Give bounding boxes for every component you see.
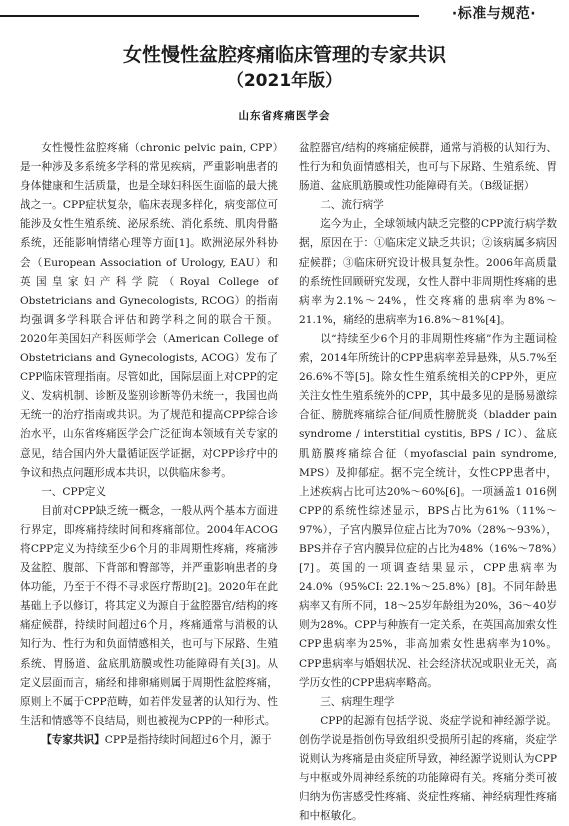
right-column	[299, 139, 557, 823]
article-title: 女性慢性盆腔疼痛临床管理的专家共识	[122, 44, 446, 66]
section-tag: ·标准与规范·	[419, 0, 569, 30]
section-heading-epidemiology: 二、流行病学	[320, 199, 384, 212]
consensus-tag: 【专家共识】	[41, 733, 105, 746]
intro-paragraph: 女性慢性盆腔疼痛（chronic pelvic pain, CPP）是一种涉及多系统多学科的常见疾病，严重影响患者的身体健康和生活质量，也是全球妇科医生面临的最大挑战之一。CPP症状复杂，临床表现多样化，病变部位可能涉及女性生殖系统、泌尿系统、消化系统、肌肉骨骼系统，还能影响情绪心理等方面[1]。欧洲泌尿外科协会（European Association of Urology, EAU）和英国皇家妇产科学院（Royal College of Obstetricians and Gynecologists, RCOG）的指南均强调多学科联合评估和跨学科之间的联合干预。2020年美国妇产科医师学会（American College of Obstetricians and Gynecologists, ACOG）发布了CPP临床管理指南。尽管如此，国际层面上对CPP的定义、发病机制、诊断及鉴别诊断等仍未统一，我国也尚无统一的治疗指南或共识。为了规范和提高CPP综合诊治水平，山东省疼痛医学会广泛征询本领域有关专家的意见，结合国内外大量循证医学证据，对CPP诊疗中的争议和热点问题形成本共识，以供临床参考。	[20, 142, 278, 479]
section-heading-definition: 一、CPP定义	[41, 485, 106, 498]
article-subtitle: （2021年版）	[226, 71, 343, 91]
article-author: 山东省疼痛医学会	[238, 110, 331, 122]
section-heading-pathophysiology: 三、病理生理学	[320, 695, 395, 708]
epidemiology-paragraph-1: 迄今为止，全球领域内缺乏完整的CPP流行病学数据，原因在于：①临床定义缺乏共识；②该病属多病因症候群；③临床研究设计极具复杂性。2006年高质量的系统性回顾研究发现，女性人群中非周期性疼痛的患病率为2.1%～24%，性交疼痛的患病率为8%～21.1%，痛经的患病率为16.8%～81%[4]。	[299, 218, 557, 326]
consensus-text: CPP是指持续时间超过6个月，源于	[104, 733, 272, 746]
pathophysiology-paragraph: CPP的起源有包括学说、炎症学说和神经源学说。创伤学说是指创伤导致组织受损所引起的疼痛，炎症学说则认为疼痛是由炎症所导致，神经源学说则认为CPP与中枢或外周神经系统的功能障碍有关。疼痛分类可被归纳为伤害感受性疼痛、炎症性疼痛、神经病理性疼痛和中枢敏化。	[299, 714, 557, 823]
consensus-paragraph	[20, 731, 278, 750]
epidemiology-paragraph-2: 以“持续至少6个月的非周期性疼痛”作为主题词检索，2014年所统计的CPP患病率差异悬殊，从5.7%至26.6%不等[5]。除女性生殖系统相关的CPP外，更应关注女性生殖系统外的CPP，其中最多见的是肠易激综合征、膀胱疼痛综合征/间质性膀胱炎（bladder pain syndrome / interstitial cystitis, BPS / IC）、盆底肌筋膜疼痛综合征（myofascial pain syndrome, MPS）及抑郁症。据不完全统计，女性CPP患者中，上述疾病占比可达20%～60%[6]。一项涵盖1 016例CPP的系统性综述显示，BPS占比为61%（11%～97%），子宫内膜异位症占比为70%（28%～93%），BPS并存子宫内膜异位症的占比为48%（16%～78%）[7]。英国的一项调查结果显示，CPP患病率为24.0%（95%CI: 22.1%～25.8%）[8]。不同年龄患病率又有所不同，18～25岁年龄组为20%，36～40岁则为28%。CPP与种族有一定关系，在英国高加索女性CPP患病率为25%，非高加索女性患病率为10%。CPP患病率与婚姻状况、社会经济状况或职业无关，高学历女性的CPP患病率略高。	[299, 332, 557, 689]
consensus-continued-paragraph: 盆腔器官/结构的疼痛症候群，通常与消极的认知行为、性行为和负面情感相关，也可与下尿路、生殖系统、胃肠道、盆底肌筋膜或性功能障碍有关。（B级证据）	[299, 142, 557, 193]
definition-paragraph: 目前对CPP缺乏统一概念，一般从两个基本方面进行界定，即疼痛持续时间和疼痛部位。2004年ACOG将CPP定义为持续至少6个月的非周期性疼痛，疼痛涉及盆腔、腹部、下背部和臀部等，并严重影响患者的身体功能，乃至于不得不寻求医疗帮助[2]。2020年在此基础上予以修订，将其定义为源自于盆腔器官/结构的疼痛症候群，持续时间超过6个月，疼痛通常与消极的认知行为、性行为和负面情感相关，也可与下尿路、生殖系统、胃肠道、盆底肌筋膜或性功能障碍有关[3]。从定义层面而言，痛经和排卵痛则属于周期性盆腔疼痛，原则上不属于CPP范畴，如若伴发显著的认知行为、性生活和情感等不良结局，则也被视为CPP的一种形式。	[20, 504, 278, 727]
left-column	[20, 139, 278, 746]
